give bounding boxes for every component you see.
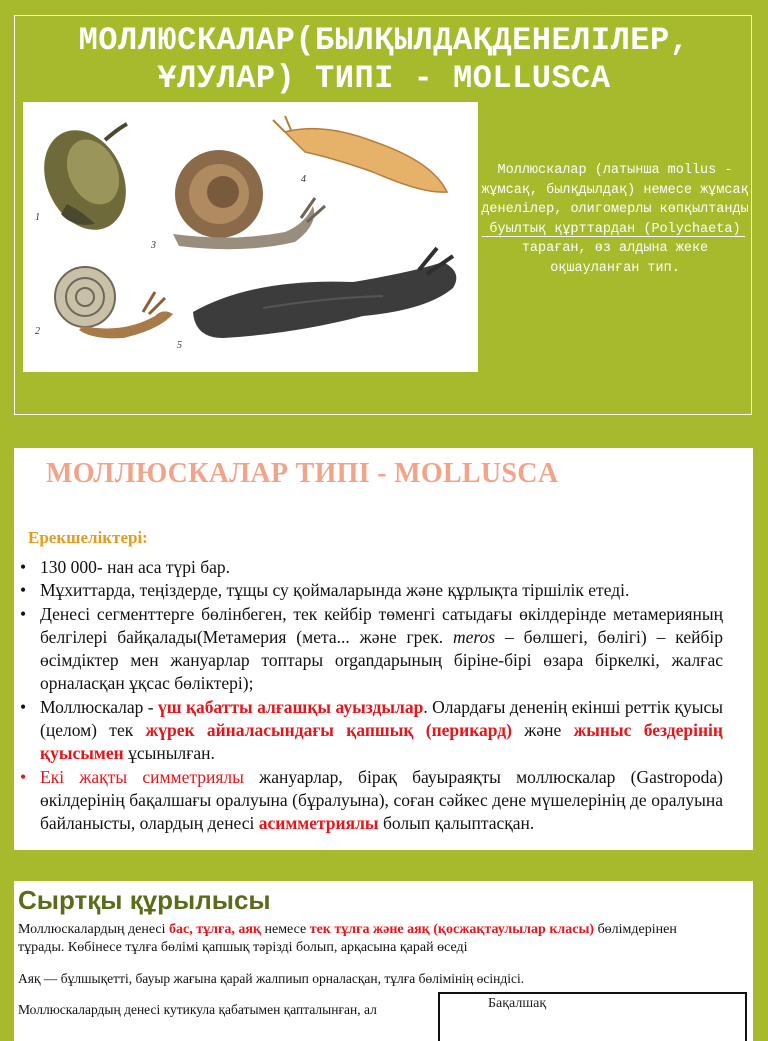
list-item [20,556,723,579]
item-text: – бөлшегі, бөлігі) – кейбір өсімдіктер мен жануарлар топтары organдарының біріне-бірі өзара біркелкі, жалғас орналасқан ұқсас бөліктері); [40,626,723,694]
bullet-icon: • [20,766,27,787]
structure-paragraph-2: Аяқ — бұлшықетті, бауыр жағына қарай жалпиып орналасқан, тұлға бөлімінің өсіндісі. [18,971,525,986]
title-line-1: МОЛЛЮСКАЛАР(БЫЛҚЫЛДАҚДЕНЕЛІЛЕР, [78,22,690,59]
slide-external-structure [14,881,753,1041]
shell-figure [438,992,747,1041]
bullet-icon: • [20,603,27,624]
label-1: 1 [35,212,40,223]
item-text: және [511,720,574,741]
bullet-icon: • [20,580,27,601]
slide-title [15,22,753,98]
label-4: 4 [301,174,306,185]
title-line-2: ҰЛУЛАР) ТИПІ - MOLLUSCA [157,60,611,97]
item-text: жануарлар, бірақ бауыраяқты моллюскалар (Gastropoda) өкілдерінің бақалшағы оралуына (бұралуына), соған сәйкес дене мүшелерінің де оралуына байланысты, олардың денесі [40,766,723,834]
list-item [20,603,723,696]
mollusc-illustration [23,102,478,372]
highlight-text: бас, тұлға, аяқ [169,922,261,937]
paragraph-text: бөлімдерінен тұрады. Көбінесе тұлға бөлімі қапшық тәрізді болып, арқасына қарай өседі [18,922,677,955]
list-item [20,579,723,602]
structure-paragraph-3: Моллюскалардың денесі кутикула қабатымен қапталынған, ал [18,1002,377,1017]
sea-slug-icon [273,116,447,192]
paragraph-text: немесе [260,922,310,937]
list-item [20,696,723,766]
features-subheading: Ерекшеліктері: [28,528,148,547]
highlight-text: асимметриялы [258,813,379,834]
highlight-text: үш қабатты алғашқы ауыздылар [158,696,424,717]
item-text: болып қалыптасқан. [378,813,535,834]
features-list [20,556,723,836]
garden-snail-icon [173,150,325,249]
features-heading: МОЛЛЮСКАЛАР ТИПІ - MOLLUSCA [46,458,559,489]
item-italic: meros [452,626,496,647]
snails-drawing [23,102,478,372]
highlight-text: жүрек айналасындағы қапшық (перикард) [145,720,512,741]
structure-heading: Сыртқы құрылысы [18,885,271,915]
slide-features [14,448,753,850]
ramshorn-snail-icon [55,267,173,338]
black-slug-icon [193,248,456,338]
item-text: Денесі сегменттерге бөлінбеген, тек кейбір төменгі сатыдағы өкілдерінде метамерияның белгілері байқалады(Метамерия (мета... және грек. [40,603,723,647]
label-5: 5 [177,340,182,351]
item-text: Моллюскалар - [40,696,159,717]
highlight-text: тек тұлға және аяқ (қосжақтаулылар класы) [309,922,595,937]
bullet-icon: • [20,696,27,717]
label-2: 2 [35,326,40,337]
item-text: ұсынылған. [123,743,215,764]
item-text: . Олардағы дененің екінші реттік қуысы (целом) тек [40,696,723,741]
label-3: 3 [151,240,156,251]
figure-label: Бақалшақ [488,996,547,1011]
slide-title-mollusca [14,15,752,415]
pond-snail-shell-icon [29,117,142,243]
highlight-text: жыныс бездерінің қуысымен [40,720,723,764]
bullet-icon: • [20,557,27,577]
highlight-text: Екі жақты симметриялы [40,766,244,787]
item-text: 130 000- нан аса түрі бар. [40,557,231,577]
structure-paragraph-1 [18,921,718,957]
paragraph-text: Моллюскалардың денесі [18,922,170,937]
mollusca-description: Моллюскалар (латынша mollus - жұмсақ, былқдылдақ) немесе жұмсақ денелілер, олигомерлы көпқылтанды буылтық құрттардан (Polychaeta) тараған, өз алдына жеке оқшауланған тип. [481,163,749,276]
item-text: Мұхиттарда, теңіздерде, тұщы су қоймаларында және құрлықта тіршілік етеді. [40,580,630,601]
list-item [20,766,723,836]
